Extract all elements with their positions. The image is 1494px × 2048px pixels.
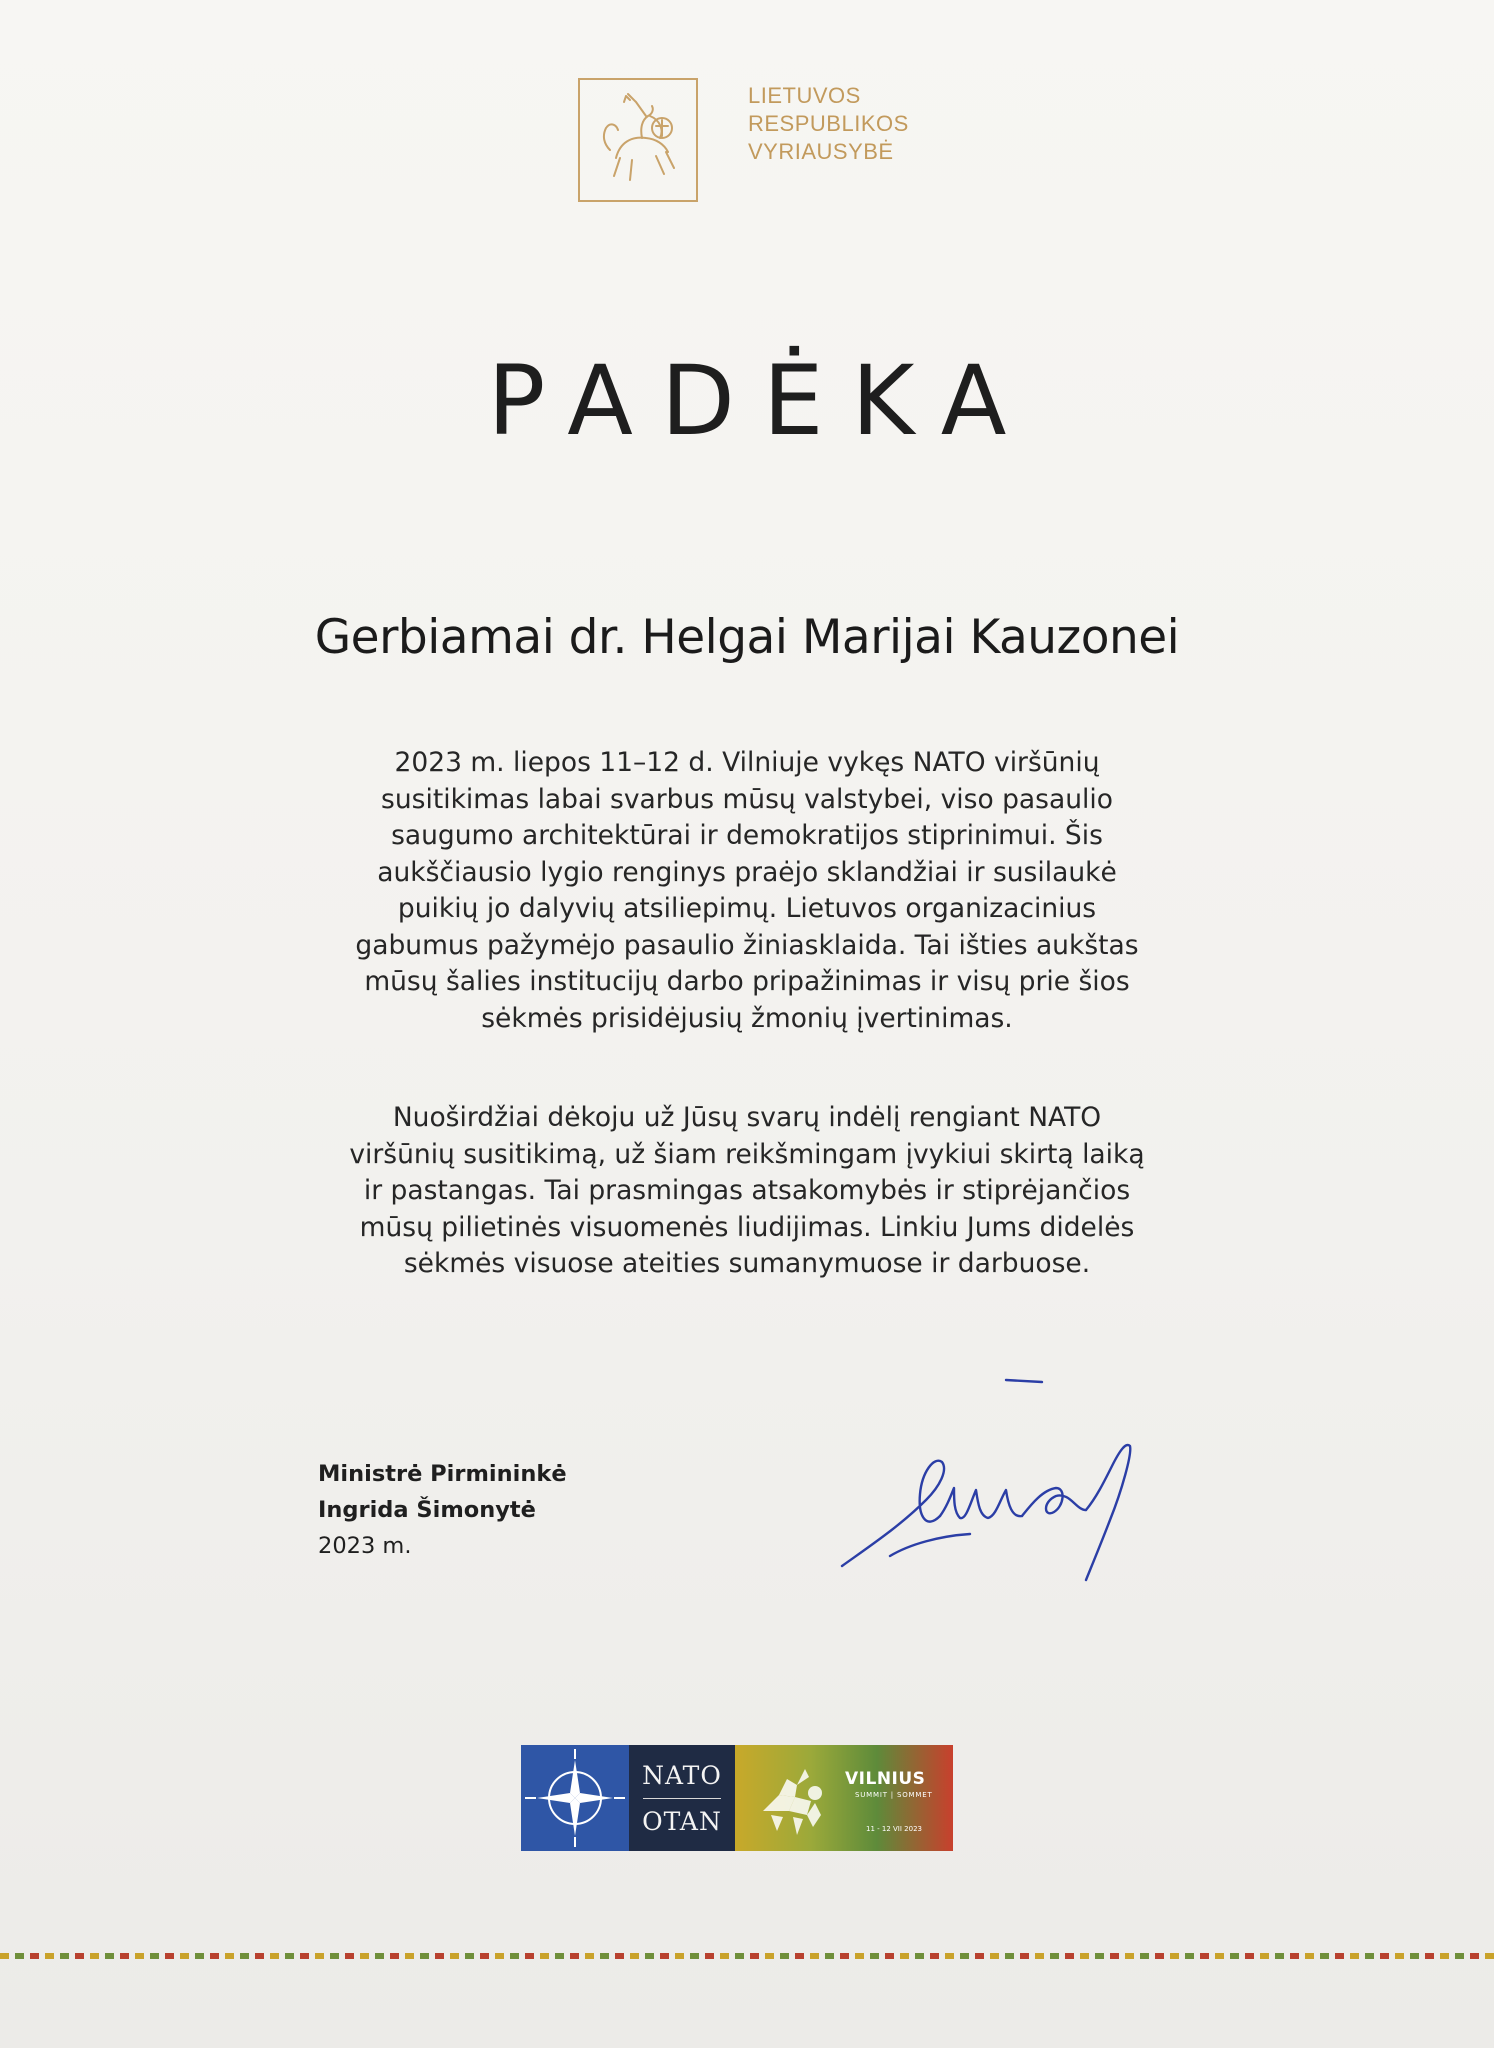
government-name [748, 82, 948, 166]
body-paragraph-2 [210, 1100, 1284, 1283]
body-line: ir pastangas. Tai prasmingas atsakomybės ir stiprėjančios [363, 1175, 1131, 1206]
signer-year: 2023 m. [318, 1533, 412, 1559]
body-line: susitikimas labai svarbus mūsų valstybei, viso pasaulio [381, 783, 1113, 815]
certificate-title: PADĖKA [487, 345, 1035, 457]
body-line: mūsų pilietinės visuomenės liudijimas. Linkiu Jums didelės [359, 1211, 1135, 1243]
vilnius-summit-badge [735, 1745, 953, 1851]
government-emblem [578, 78, 938, 208]
government-name-line-3: VYRIAUSYBĖ [748, 139, 894, 164]
nato-english: NATO [642, 1760, 722, 1790]
nato-divider [643, 1798, 721, 1799]
government-name-line-1: LIETUVOS [748, 83, 861, 108]
summit-subtitle: SUMMIT | SOMMET [855, 1791, 933, 1799]
body-line: mūsų šalies institucijų darbo pripažinimas ir visų prie šios [364, 966, 1130, 997]
nato-vilnius-summit-logo [521, 1745, 953, 1851]
body-line: Nuoširdžiai dėkoju už Jūsų svarų indėlį rengiant NATO [392, 1102, 1102, 1133]
body-line: puikių jo dalyvių atsiliepimų. Lietuvos organizacinius [397, 893, 1097, 924]
signer-role: Ministrė Pirmininkė [318, 1461, 567, 1487]
body-line: aukščiausio lygio renginys praėjo sklandžiai ir susilaukė [377, 856, 1117, 888]
nato-wordmark [629, 1745, 735, 1851]
handwritten-signature [830, 1370, 1250, 1600]
nato-compass-star-icon [521, 1745, 629, 1851]
body-line: sėkmės visuose ateities sumanymuose ir darbuose. [403, 1248, 1091, 1279]
summit-city: VILNIUS [845, 1769, 926, 1789]
nato-french: OTAN [642, 1806, 722, 1836]
vytis-coat-of-arms-icon [578, 78, 698, 202]
summit-date: 11 - 12 VII 2023 [866, 1825, 922, 1833]
body-paragraph-1 [210, 745, 1284, 1037]
body-line: 2023 m. liepos 11–12 d. Vilniuje vykęs NATO viršūnių [394, 747, 1100, 778]
decorative-dash-border [0, 1953, 1494, 1959]
government-name-line-2: RESPUBLIKOS [748, 111, 909, 136]
body-line: sėkmės prisidėjusių žmonių įvertinimas. [481, 1002, 1013, 1034]
vytis-knight-icon [749, 1755, 835, 1841]
recipient-name: Gerbiamai dr. Helgai Marijai Kauzonei [314, 610, 1180, 665]
body-line: saugumo architektūrai ir demokratijos stiprinimui. Šis [391, 820, 1103, 851]
body-line: viršūnių susitikimą, už šiam reikšmingam įvykiui skirtą laiką [349, 1138, 1145, 1170]
signer-block [318, 1456, 567, 1564]
body-line: gabumus pažymėjo pasaulio žiniasklaida. Tai išties aukštas [355, 929, 1139, 961]
signer-name: Ingrida Šimonytė [318, 1497, 536, 1523]
